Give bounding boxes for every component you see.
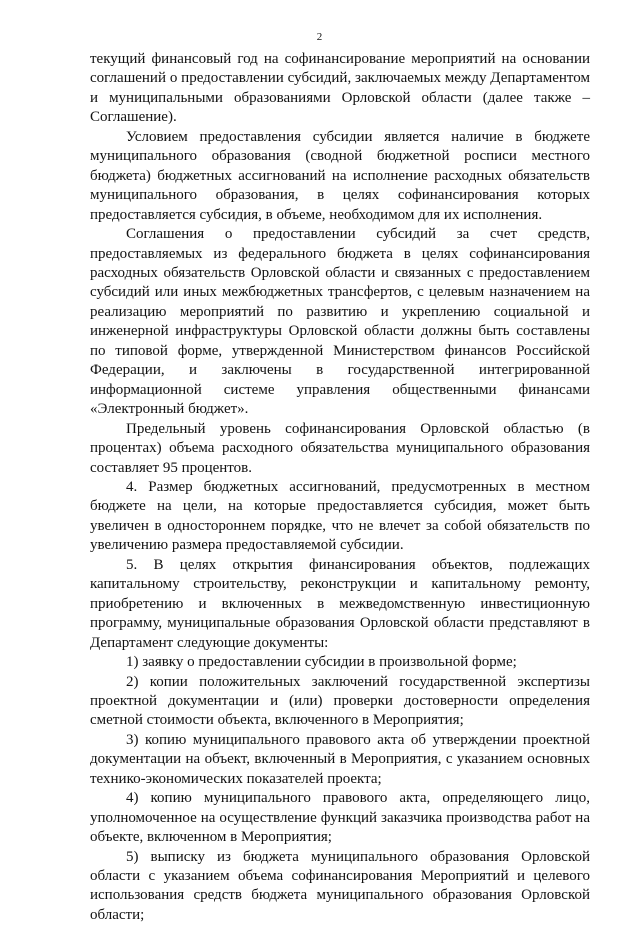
paragraph-8: 2) копии положительных заключений государственной экспертизы проектной документации и (или) проверки достоверности определения сметной стоимости объекта, включенного в Мероприятия; (90, 673, 590, 729)
paragraph-6: 5. В целях открытия финансирования объектов, подлежащих капитальному строительству, реконструкции и капитальному ремонту, приобретению и включенных в межведомственную инвестиционную программу, муниципальные образования Орловской области представляют в Департамент следующие документы: (90, 556, 590, 651)
paragraph-3: Соглашения о предоставлении субсидий за счет средств, предоставляемых из федерального бюджета в целях софинансирования расходных обязательств Орловской области и связанных с предоставлением субсидий или иных межбюджетных трансфертов, с целевым назначением на реализацию мероприятий по развитию и укреплению социальной и инженерной инфраструктуры Орловской области должны быть составлены по типовой форме, утвержденной Министерством финансов Российской Федерации, и заключены в государственной интегрированной информационной системе управления общественными финансами «Электронный бюджет». (90, 226, 590, 418)
paragraph-1: текущий финансовый год на софинансирование мероприятий на основании соглашений о предоставлении субсидий, заключаемых между Департаментом и муниципальными образованиями Орловской области (далее также – Соглашение). (90, 51, 590, 126)
paragraph-2: Условием предоставления субсидии является наличие в бюджете муниципального образования (сводной бюджетной росписи местного бюджета) бюджетных ассигнований на исполнение расходных обязательств муниципального образования, в целях софинансирования которых предоставляется субсидия, в объеме, необходимом для их исполнения. (90, 128, 590, 223)
paragraph-10: 4) копию муниципального правового акта, определяющего лицо, уполномоченное на осуществление функций заказчика производства работ на объекте, включенном в Мероприятия; (90, 790, 590, 846)
document-body (90, 50, 590, 925)
paragraph-5: 4. Размер бюджетных ассигнований, предусмотренных в местном бюджете на цели, на которые предоставляется субсидия, может быть увеличен в одностороннем порядке, что не влечет за собой обязательств по увеличению размера предоставляемой субсидии. (90, 478, 590, 554)
paragraph-11: 5) выписку из бюджета муниципального образования Орловской области с указанием объема софинансирования Мероприятий и целевого использования средств бюджета муниципального образования Орловской области; (90, 848, 590, 923)
paragraph-9: 3) копию муниципального правового акта об утверждении проектной документации на объект, включенный в Мероприятия, с указанием основных технико-экономических показателей проекта; (90, 731, 590, 787)
paragraph-4: Предельный уровень софинансирования Орловской областью (в процентах) объема расходного обязательства муниципального образования составляет 95 процентов. (90, 420, 590, 476)
paragraph-7: 1) заявку о предоставлении субсидии в произвольной форме; (126, 654, 517, 671)
page-number: 2 (316, 31, 323, 43)
